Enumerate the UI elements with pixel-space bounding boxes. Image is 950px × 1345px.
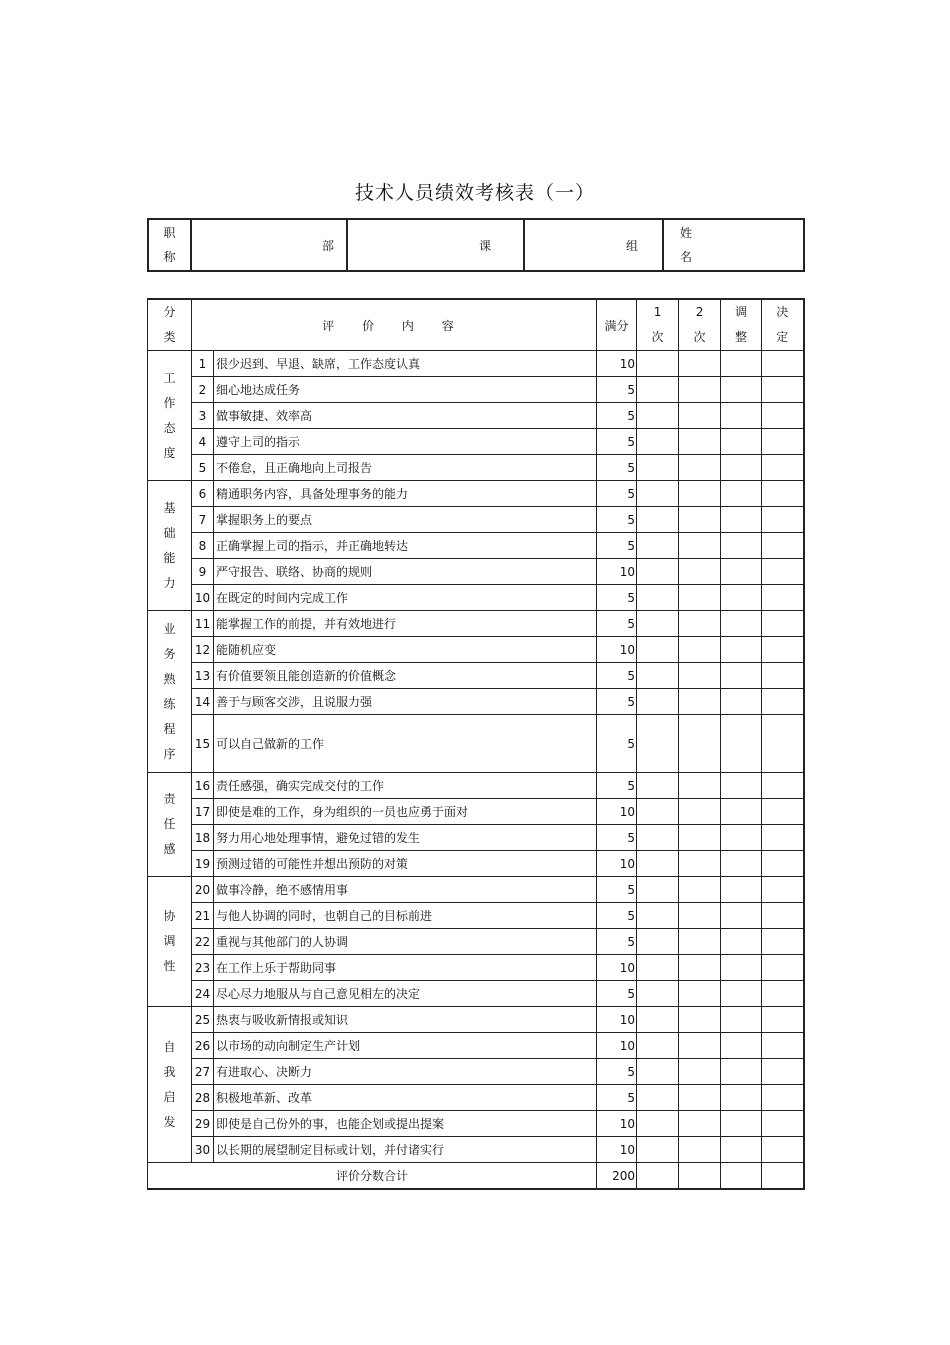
item-number: 15	[192, 715, 214, 773]
first-score-input[interactable]	[637, 773, 679, 799]
adjust-score-input[interactable]	[721, 1111, 762, 1137]
table-row	[148, 611, 804, 637]
adjust-score-input[interactable]	[721, 851, 762, 877]
second-score-input[interactable]	[679, 825, 721, 851]
category-cell: 自 我 启 发	[148, 1007, 192, 1163]
table-row	[148, 851, 804, 877]
item-number: 20	[192, 877, 214, 903]
item-number: 6	[192, 481, 214, 507]
first-score-input[interactable]	[637, 715, 679, 773]
table-row	[148, 825, 804, 851]
section-label: 课	[478, 238, 491, 253]
first-score-input[interactable]	[637, 637, 679, 663]
item-full-score: 10	[597, 955, 637, 981]
second-score-input[interactable]	[679, 1059, 721, 1085]
item-number: 26	[192, 1033, 214, 1059]
decision-score-input[interactable]	[762, 351, 804, 377]
first-score-input[interactable]	[637, 1033, 679, 1059]
item-full-score: 5	[597, 507, 637, 533]
table-row	[148, 1007, 804, 1033]
table-row	[148, 455, 804, 481]
item-number: 8	[192, 533, 214, 559]
second-score-input[interactable]	[679, 429, 721, 455]
item-full-score: 5	[597, 481, 637, 507]
table-row	[148, 377, 804, 403]
adjust-score-input[interactable]	[721, 825, 762, 851]
second-score-input[interactable]	[679, 877, 721, 903]
table-row	[148, 1085, 804, 1111]
decision-score-input[interactable]	[762, 689, 804, 715]
decision-score-input[interactable]	[762, 377, 804, 403]
second-score-input[interactable]	[679, 403, 721, 429]
page-title: 技术人员绩效考核表（一）	[354, 182, 595, 204]
first-score-input[interactable]	[637, 1085, 679, 1111]
adjust-score-input[interactable]	[721, 1033, 762, 1059]
decision-score-input[interactable]	[762, 455, 804, 481]
item-number: 22	[192, 929, 214, 955]
col-decision: 决 定	[762, 299, 804, 351]
first-score-input[interactable]	[637, 929, 679, 955]
table-row	[148, 585, 804, 611]
second-score-input[interactable]	[679, 507, 721, 533]
item-text: 能掌握工作的前提，并有效地进行	[214, 611, 597, 637]
table-row	[148, 663, 804, 689]
table-row	[148, 1059, 804, 1085]
first-score-input[interactable]	[637, 481, 679, 507]
decision-score-input[interactable]	[762, 715, 804, 773]
item-text: 有价值要领且能创造新的价值概念	[214, 663, 597, 689]
item-text: 即使是难的工作，身为组织的一员也应勇于面对	[214, 799, 597, 825]
item-number: 10	[192, 585, 214, 611]
adjust-score-input[interactable]	[721, 981, 762, 1007]
decision-score-input[interactable]	[762, 559, 804, 585]
first-score-input[interactable]	[637, 351, 679, 377]
item-full-score: 5	[597, 929, 637, 955]
decision-score-input[interactable]	[762, 1111, 804, 1137]
first-score-input[interactable]	[637, 799, 679, 825]
item-number: 9	[192, 559, 214, 585]
first-score-input[interactable]	[637, 851, 679, 877]
section-field[interactable]	[347, 219, 524, 271]
item-text: 细心地达成任务	[214, 377, 597, 403]
decision-score-input[interactable]	[762, 825, 804, 851]
first-score-input[interactable]	[637, 825, 679, 851]
adjust-score-input[interactable]	[721, 903, 762, 929]
first-score-input[interactable]	[637, 955, 679, 981]
table-row	[148, 1033, 804, 1059]
group-label: 组	[625, 238, 638, 253]
item-text: 在既定的时间内完成工作	[214, 585, 597, 611]
item-text: 不倦怠，且正确地向上司报告	[214, 455, 597, 481]
item-text: 积极地革新、改革	[214, 1085, 597, 1111]
item-number: 21	[192, 903, 214, 929]
table-row	[148, 903, 804, 929]
item-text: 遵守上司的指示	[214, 429, 597, 455]
item-number: 17	[192, 799, 214, 825]
adjust-score-input[interactable]	[721, 429, 762, 455]
col-adjust: 调 整	[721, 299, 762, 351]
second-score-input[interactable]	[679, 929, 721, 955]
name-field[interactable]: 姓 名	[663, 219, 804, 271]
col-content: 评 价 内 容	[192, 299, 597, 351]
first-score-input[interactable]	[637, 559, 679, 585]
first-score-input[interactable]	[637, 429, 679, 455]
decision-score-input[interactable]	[762, 929, 804, 955]
item-full-score: 5	[597, 689, 637, 715]
first-score-input[interactable]	[637, 877, 679, 903]
second-score-input[interactable]	[679, 351, 721, 377]
item-full-score: 5	[597, 429, 637, 455]
second-score-input[interactable]	[679, 981, 721, 1007]
item-number: 5	[192, 455, 214, 481]
title-label: 职 称	[148, 219, 191, 271]
col-second: 2 次	[679, 299, 721, 351]
item-number: 11	[192, 611, 214, 637]
item-text: 重视与其他部门的人协调	[214, 929, 597, 955]
decision-score-input[interactable]	[762, 1137, 804, 1163]
decision-score-input[interactable]	[762, 799, 804, 825]
item-number: 3	[192, 403, 214, 429]
total-decision-input[interactable]	[762, 1163, 804, 1190]
item-full-score: 10	[597, 559, 637, 585]
group-field[interactable]	[524, 219, 663, 271]
decision-score-input[interactable]	[762, 585, 804, 611]
category-cell: 业 务 熟 练 程 序	[148, 611, 192, 773]
table-row	[148, 429, 804, 455]
second-score-input[interactable]	[679, 715, 721, 773]
item-full-score: 5	[597, 585, 637, 611]
item-full-score: 5	[597, 455, 637, 481]
adjust-score-input[interactable]	[721, 1085, 762, 1111]
item-number: 7	[192, 507, 214, 533]
item-full-score: 5	[597, 377, 637, 403]
second-score-input[interactable]	[679, 903, 721, 929]
first-score-input[interactable]	[637, 403, 679, 429]
decision-score-input[interactable]	[762, 429, 804, 455]
adjust-score-input[interactable]	[721, 663, 762, 689]
second-score-input[interactable]	[679, 637, 721, 663]
decision-score-input[interactable]	[762, 851, 804, 877]
item-text: 以市场的动向制定生产计划	[214, 1033, 597, 1059]
second-score-input[interactable]	[679, 533, 721, 559]
col-category: 分 类	[148, 299, 192, 351]
item-number: 14	[192, 689, 214, 715]
table-row	[148, 799, 804, 825]
item-text: 有进取心、决断力	[214, 1059, 597, 1085]
category-cell: 基 础 能 力	[148, 481, 192, 611]
table-row	[148, 1137, 804, 1163]
adjust-score-input[interactable]	[721, 351, 762, 377]
first-score-input[interactable]	[637, 1059, 679, 1085]
item-full-score: 5	[597, 773, 637, 799]
adjust-score-input[interactable]	[721, 955, 762, 981]
total-second-input[interactable]	[679, 1163, 721, 1190]
adjust-score-input[interactable]	[721, 637, 762, 663]
item-number: 23	[192, 955, 214, 981]
item-number: 4	[192, 429, 214, 455]
second-score-input[interactable]	[679, 1007, 721, 1033]
table-row	[148, 877, 804, 903]
item-text: 努力用心地处理事情，避免过错的发生	[214, 825, 597, 851]
item-full-score: 10	[597, 1007, 637, 1033]
table-row	[148, 773, 804, 799]
item-text: 尽心尽力地服从与自己意见相左的决定	[214, 981, 597, 1007]
first-score-input[interactable]	[637, 533, 679, 559]
second-score-input[interactable]	[679, 955, 721, 981]
item-full-score: 5	[597, 403, 637, 429]
category-cell: 协 调 性	[148, 877, 192, 1007]
category-cell: 工 作 态 度	[148, 351, 192, 481]
adjust-score-input[interactable]	[721, 377, 762, 403]
first-score-input[interactable]	[637, 455, 679, 481]
item-number: 27	[192, 1059, 214, 1085]
table-row	[148, 929, 804, 955]
dept-field[interactable]	[191, 219, 347, 271]
item-text: 可以自己做新的工作	[214, 715, 597, 773]
dept-label: 部	[321, 238, 334, 253]
item-number: 1	[192, 351, 214, 377]
second-score-input[interactable]	[679, 1033, 721, 1059]
adjust-score-input[interactable]	[721, 585, 762, 611]
table-row	[148, 637, 804, 663]
table-row	[148, 533, 804, 559]
col-full-score: 满分	[597, 299, 637, 351]
decision-score-input[interactable]	[762, 403, 804, 429]
adjust-score-input[interactable]	[721, 481, 762, 507]
decision-score-input[interactable]	[762, 773, 804, 799]
table-header-row	[148, 299, 804, 351]
adjust-score-input[interactable]	[721, 507, 762, 533]
item-text: 以长期的展望制定目标或计划，并付诸实行	[214, 1137, 597, 1163]
item-text: 掌握职务上的要点	[214, 507, 597, 533]
first-score-input[interactable]	[637, 1137, 679, 1163]
adjust-score-input[interactable]	[721, 533, 762, 559]
adjust-score-input[interactable]	[721, 715, 762, 773]
item-number: 25	[192, 1007, 214, 1033]
adjust-score-input[interactable]	[721, 799, 762, 825]
second-score-input[interactable]	[679, 773, 721, 799]
first-score-input[interactable]	[637, 377, 679, 403]
first-score-input[interactable]	[637, 585, 679, 611]
adjust-score-input[interactable]	[721, 1137, 762, 1163]
table-row	[148, 559, 804, 585]
item-full-score: 10	[597, 1137, 637, 1163]
item-text: 精通职务内容，具备处理事务的能力	[214, 481, 597, 507]
adjust-score-input[interactable]	[721, 559, 762, 585]
table-row	[148, 403, 804, 429]
item-number: 12	[192, 637, 214, 663]
item-full-score: 10	[597, 799, 637, 825]
item-text: 善于与顾客交涉，且说服力强	[214, 689, 597, 715]
adjust-score-input[interactable]	[721, 689, 762, 715]
adjust-score-input[interactable]	[721, 773, 762, 799]
first-score-input[interactable]	[637, 663, 679, 689]
second-score-input[interactable]	[679, 611, 721, 637]
first-score-input[interactable]	[637, 611, 679, 637]
item-full-score: 5	[597, 1059, 637, 1085]
second-score-input[interactable]	[679, 689, 721, 715]
decision-score-input[interactable]	[762, 637, 804, 663]
decision-score-input[interactable]	[762, 533, 804, 559]
decision-score-input[interactable]	[762, 1007, 804, 1033]
second-score-input[interactable]	[679, 1137, 721, 1163]
adjust-score-input[interactable]	[721, 929, 762, 955]
decision-score-input[interactable]	[762, 903, 804, 929]
adjust-score-input[interactable]	[721, 1059, 762, 1085]
item-full-score: 5	[597, 981, 637, 1007]
item-number: 19	[192, 851, 214, 877]
category-cell: 责 任 感	[148, 773, 192, 877]
adjust-score-input[interactable]	[721, 403, 762, 429]
item-full-score: 5	[597, 715, 637, 773]
decision-score-input[interactable]	[762, 1059, 804, 1085]
item-full-score: 10	[597, 637, 637, 663]
second-score-input[interactable]	[679, 481, 721, 507]
decision-score-input[interactable]	[762, 955, 804, 981]
table-row	[148, 955, 804, 981]
decision-score-input[interactable]	[762, 507, 804, 533]
name-label: 姓	[680, 226, 693, 240]
table-row	[148, 481, 804, 507]
first-score-input[interactable]	[637, 507, 679, 533]
item-full-score: 10	[597, 1033, 637, 1059]
item-number: 2	[192, 377, 214, 403]
second-score-input[interactable]	[679, 851, 721, 877]
item-number: 16	[192, 773, 214, 799]
item-full-score: 10	[597, 351, 637, 377]
item-text: 热衷与吸收新情报或知识	[214, 1007, 597, 1033]
item-number: 28	[192, 1085, 214, 1111]
decision-score-input[interactable]	[762, 877, 804, 903]
table-row	[148, 351, 804, 377]
item-full-score: 5	[597, 825, 637, 851]
adjust-score-input[interactable]	[721, 455, 762, 481]
item-number: 29	[192, 1111, 214, 1137]
item-text: 能随机应变	[214, 637, 597, 663]
item-full-score: 5	[597, 877, 637, 903]
item-text: 做事冷静，绝不感情用事	[214, 877, 597, 903]
second-score-input[interactable]	[679, 1085, 721, 1111]
item-text: 与他人协调的同时，也朝自己的目标前进	[214, 903, 597, 929]
item-full-score: 5	[597, 1085, 637, 1111]
second-score-input[interactable]	[679, 377, 721, 403]
first-score-input[interactable]	[637, 903, 679, 929]
decision-score-input[interactable]	[762, 611, 804, 637]
table-row	[148, 981, 804, 1007]
second-score-input[interactable]	[679, 455, 721, 481]
table-row	[148, 715, 804, 773]
item-full-score: 10	[597, 1111, 637, 1137]
table-row	[148, 1111, 804, 1137]
item-text: 预测过错的可能性并想出预防的对策	[214, 851, 597, 877]
decision-score-input[interactable]	[762, 1033, 804, 1059]
item-number: 13	[192, 663, 214, 689]
item-text: 正确掌握上司的指示，并正确地转达	[214, 533, 597, 559]
item-text: 在工作上乐于帮助同事	[214, 955, 597, 981]
header-info-table	[147, 218, 805, 272]
item-text: 严守报告、联络、协商的规则	[214, 559, 597, 585]
total-first-input[interactable]	[637, 1163, 679, 1190]
evaluation-table	[147, 298, 805, 1190]
table-row	[148, 507, 804, 533]
item-text: 很少迟到、早退、缺席，工作态度认真	[214, 351, 597, 377]
decision-score-input[interactable]	[762, 1085, 804, 1111]
total-adjust-input[interactable]	[721, 1163, 762, 1190]
item-full-score: 10	[597, 851, 637, 877]
item-number: 18	[192, 825, 214, 851]
second-score-input[interactable]	[679, 1111, 721, 1137]
total-score: 200	[597, 1163, 637, 1190]
item-number: 24	[192, 981, 214, 1007]
adjust-score-input[interactable]	[721, 1007, 762, 1033]
first-score-input[interactable]	[637, 1111, 679, 1137]
decision-score-input[interactable]	[762, 663, 804, 689]
item-full-score: 5	[597, 663, 637, 689]
second-score-input[interactable]	[679, 585, 721, 611]
item-text: 责任感强，确实完成交付的工作	[214, 773, 597, 799]
table-row	[148, 689, 804, 715]
second-score-input[interactable]	[679, 663, 721, 689]
decision-score-input[interactable]	[762, 481, 804, 507]
second-score-input[interactable]	[679, 799, 721, 825]
item-number: 30	[192, 1137, 214, 1163]
col-first: 1 次	[637, 299, 679, 351]
item-text: 做事敏捷、效率高	[214, 403, 597, 429]
item-full-score: 5	[597, 903, 637, 929]
total-row	[148, 1163, 804, 1190]
adjust-score-input[interactable]	[721, 611, 762, 637]
first-score-input[interactable]	[637, 689, 679, 715]
first-score-input[interactable]	[637, 981, 679, 1007]
decision-score-input[interactable]	[762, 981, 804, 1007]
second-score-input[interactable]	[679, 559, 721, 585]
first-score-input[interactable]	[637, 1007, 679, 1033]
adjust-score-input[interactable]	[721, 877, 762, 903]
item-text: 即使是自己份外的事，也能企划或提出提案	[214, 1111, 597, 1137]
item-full-score: 5	[597, 533, 637, 559]
item-full-score: 5	[597, 611, 637, 637]
total-label: 评价分数合计	[148, 1163, 597, 1190]
